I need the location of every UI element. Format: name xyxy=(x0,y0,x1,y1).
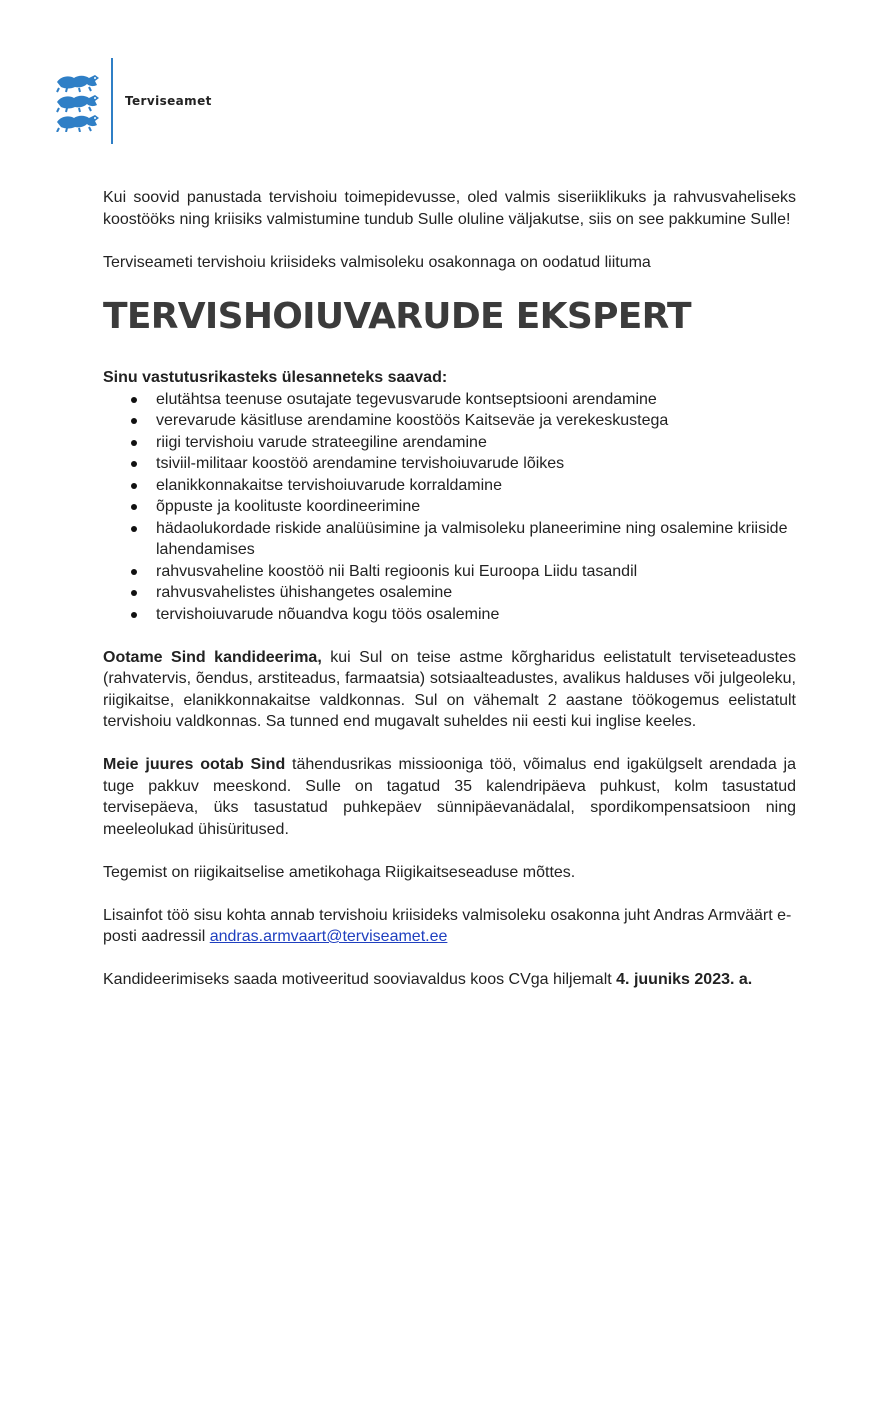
application-paragraph xyxy=(103,969,796,991)
contact-paragraph xyxy=(103,905,796,948)
duty-item: elutähtsa teenuse osutajate tegevusvarude kontseptsiooni arendamine xyxy=(156,389,796,411)
lead-paragraph: Terviseameti tervishoiu kriisideks valmisoleku osakonnaga on oodatud liituma xyxy=(103,253,651,271)
agency-name: Terviseamet xyxy=(125,94,212,108)
job-title: TERVISHOIUVARUDE EKSPERT xyxy=(103,296,691,337)
duty-item: tsiviil-militaar koostöö arendamine tervishoiuvarude lõikes xyxy=(156,453,796,475)
requirements-lead: Ootame Sind kandideerima, xyxy=(103,648,322,666)
duty-item: elanikkonnakaitse tervishoiuvarude korraldamine xyxy=(156,475,796,497)
three-lions-coat-of-arms-icon xyxy=(55,72,101,132)
requirements-text: kui Sul on teise astme kõrgharidus eelistatult terviseteadustes (rahvatervis, õendus, arstiteadus, farmaatsia) sotsiaalteadustes, avalikus halduses või julgeoleku, riigikaitse, elanikkonnakaitse valdkonnas. Sul on vähemalt 2 aastane töökogemus eelistatult tervishoiu valdkonnas. Sa tunned end mugavalt suheldes nii eesti kui inglise keeles. xyxy=(103,648,796,730)
duty-item: hädaolukordade riskide analüüsimine ja valmisoleku planeerimine ning osalemine kriiside lahendamises xyxy=(156,518,796,561)
duty-item: rahvusvaheline koostöö nii Balti regioonis kui Euroopa Liidu tasandil xyxy=(156,561,796,583)
job-advert xyxy=(103,187,796,991)
defence-note: Tegemist on riigikaitselise ametikohaga Riigikaitseseaduse mõttes. xyxy=(103,863,576,881)
requirements-paragraph xyxy=(103,647,796,733)
intro-paragraph: Kui soovid panustada tervishoiu toimepidevusse, oled valmis siseriiklikuks ja rahvusvaheliseks koostööks ning kriisiks valmistumine tundub Sulle oluline väljakutse, siis on see pakkumine Sulle! xyxy=(103,189,796,228)
duties-list xyxy=(103,389,796,626)
offer-paragraph xyxy=(103,754,796,840)
application-text: Kandideerimiseks saada motiveeritud sooviavaldus koos CVga hiljemalt xyxy=(103,971,617,988)
duty-item: verevarude käsitluse arendamine koostöös Kaitseväe ja verekeskustega xyxy=(156,410,796,432)
offer-text: tähendusrikas missiooniga töö, võimalus end igakülgselt arendada ja tuge pakkuv meeskond. Sulle on tagatud 35 kalendripäeva puhkust, kolm tasustatud tervisepäeva, üks tasustatud puhkepäev sünnipäevanädalal, spordikompensatsioon ning meeleolukad ühisüritused. xyxy=(103,756,796,838)
duty-item: riigi tervishoiu varude strateegiline arendamine xyxy=(156,432,796,454)
contact-email-link[interactable]: andras.armvaart@terviseamet.ee xyxy=(209,928,448,945)
contact-text: Lisainfot töö sisu kohta annab tervishoiu kriisideks valmisoleku osakonna juht Andras Armväärt e-posti aadressil xyxy=(103,906,792,945)
application-deadline: 4. juuniks 2023. a. xyxy=(616,971,753,988)
duty-item: tervishoiuvarude nõuandva kogu töös osalemine xyxy=(156,604,796,626)
logo-divider xyxy=(111,58,113,144)
offer-lead: Meie juures ootab Sind xyxy=(103,756,286,773)
duty-item: rahvusvahelistes ühishangetes osalemine xyxy=(156,582,796,604)
duties-heading: Sinu vastutusrikasteks ülesanneteks saavad: xyxy=(103,369,448,386)
duty-item: õppuste ja koolituste koordineerimine xyxy=(156,496,796,518)
